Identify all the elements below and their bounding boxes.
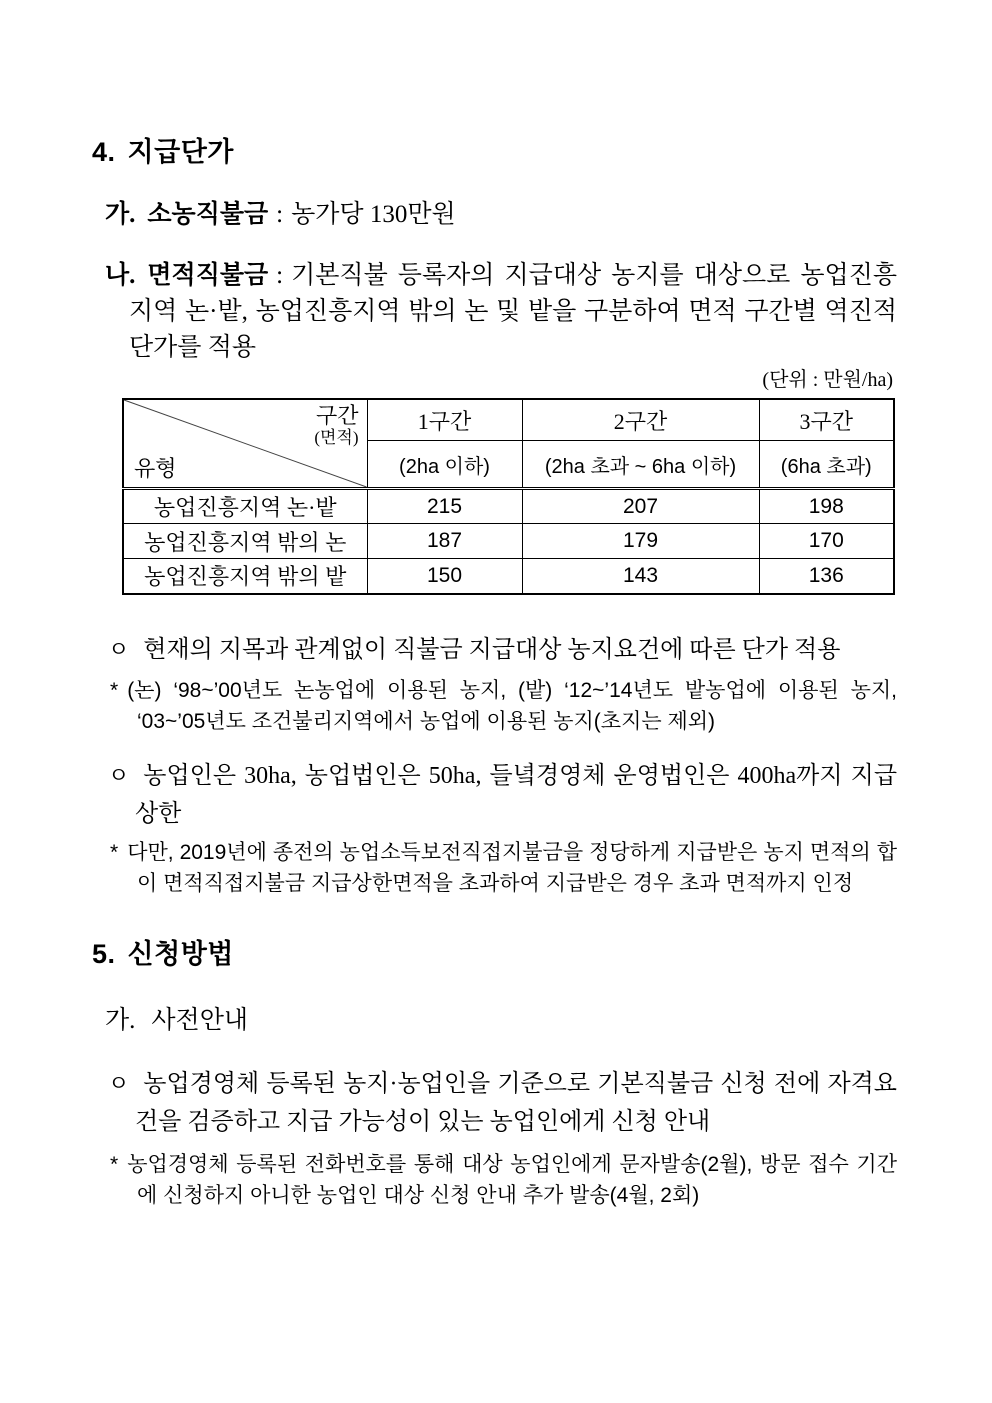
section-4-title: 지급단가 [127, 137, 234, 167]
rate-value: 136 [759, 559, 894, 594]
rate-value: 215 [367, 489, 522, 524]
bullet-text: 농업경영체 등록된 농지·농업인을 기준으로 기본직불금 신청 전에 자격요건을 검증하고 지급 가능성이 있는 농업인에게 신청 안내 [135, 1070, 897, 1135]
column-header-range-1: (2ha 이하) [367, 441, 522, 489]
rate-value: 207 [522, 489, 759, 524]
column-header-section-3: 3구간 [759, 399, 894, 441]
section-4-heading [92, 137, 897, 168]
column-header-section-2: 2구간 [522, 399, 759, 441]
bullet-payment-ceiling [92, 757, 897, 833]
rate-value: 143 [522, 559, 759, 594]
item-ga-text: 농가당 130만원 [291, 201, 456, 228]
item-na-text: 기본직불 등록자의 지급대상 농지를 대상으로 농업진흥지역 논·밭, 농업진흥지역 밖의 논 및 밭을 구분하여 면적 구간별 역진적 단가를 적용 [129, 262, 897, 361]
column-header-range-3: (6ha 초과) [759, 441, 894, 489]
bullet-text: 현재의 지목과 관계없이 직불금 지급대상 농지요건에 따른 단가 적용 [143, 636, 841, 663]
corner-top-label [314, 403, 358, 448]
item-advance-notice [92, 1004, 897, 1037]
rate-value: 170 [759, 524, 894, 559]
rate-value: 187 [367, 524, 522, 559]
note-text: 농업경영체 등록된 전화번호를 통해 대상 농업인에게 문자발송(2월), 방문 접수 기간에 신청하지 아니한 농업인 대상 신청 안내 추가 발송(4월, 2회) [127, 1152, 897, 1207]
bullet-marker: ㅇ [108, 762, 130, 788]
row-type-label: 농업진흥지역 밖의 밭 [123, 559, 367, 594]
note-eligible-farmland-years [92, 675, 897, 737]
table-row [123, 559, 894, 594]
corner-bottom-label: 유형 [134, 456, 177, 481]
table-header-row-sections [123, 399, 894, 441]
item-sa-title: 사전안내 [151, 1006, 249, 1034]
note-text: 다만, 2019년에 종전의 농업소득보전직접지불금을 정당하게 지급받은 농지 면적의 합이 면적직접지불금 지급상한면적을 초과하여 지급받은 경우 초과 면적까지 인정 [127, 840, 897, 895]
item-area-payment [92, 258, 897, 366]
row-type-label: 농업진흥지역 밖의 논 [123, 524, 367, 559]
note-2019-exception [92, 837, 897, 899]
bullet-application-guidance [92, 1065, 897, 1141]
row-type-label: 농업진흥지역 논·밭 [123, 489, 367, 524]
note-marker: * [110, 840, 119, 864]
table-corner-cell [123, 399, 367, 489]
item-small-farmer-payment [92, 198, 897, 231]
section-4-number: 4. [92, 137, 116, 167]
note-marker: * [110, 678, 119, 702]
column-header-section-1: 1구간 [367, 399, 522, 441]
item-sa-marker: 가. [105, 1006, 136, 1034]
item-ga-marker: 가. [105, 201, 136, 228]
bullet-text: 농업인은 30ha, 농업법인은 50ha, 들녘경영체 운영법인은 400ha까지 지급 상한 [135, 762, 897, 827]
item-na-marker: 나. [105, 262, 136, 289]
rate-value: 179 [522, 524, 759, 559]
section-5-title: 신청방법 [127, 938, 234, 969]
corner-top-text: 구간 [315, 403, 359, 428]
note-sms-notification [92, 1149, 897, 1211]
item-ga-label: 소농직불금 [147, 201, 269, 228]
item-na-separator: : [276, 262, 284, 289]
payment-rate-table [122, 398, 895, 595]
bullet-marker: ㅇ [108, 1070, 130, 1096]
rate-value: 150 [367, 559, 522, 594]
bullet-marker: ㅇ [108, 636, 130, 662]
note-marker: * [110, 1152, 119, 1176]
item-na-label: 면적직불금 [147, 262, 269, 289]
rate-value: 198 [759, 489, 894, 524]
table-row [123, 524, 894, 559]
table-unit-note: (단위 : 만원/ha) [762, 369, 893, 391]
corner-top-sub-text: (면적) [314, 428, 359, 448]
section-5-number: 5. [92, 938, 116, 969]
note-text: (논) ‘98~’00년도 논농업에 이용된 농지, (밭) ‘12~’14년도 밭농업에 이용된 농지, ‘03~’05년도 조건불리지역에서 농업에 이용된 농지(초지는 제외) [127, 678, 897, 733]
column-header-range-2: (2ha 초과 ~ 6ha 이하) [522, 441, 759, 489]
table-row [123, 489, 894, 524]
section-5-heading [92, 939, 897, 970]
item-ga-separator: : [276, 201, 284, 228]
bullet-rate-application [92, 631, 897, 669]
